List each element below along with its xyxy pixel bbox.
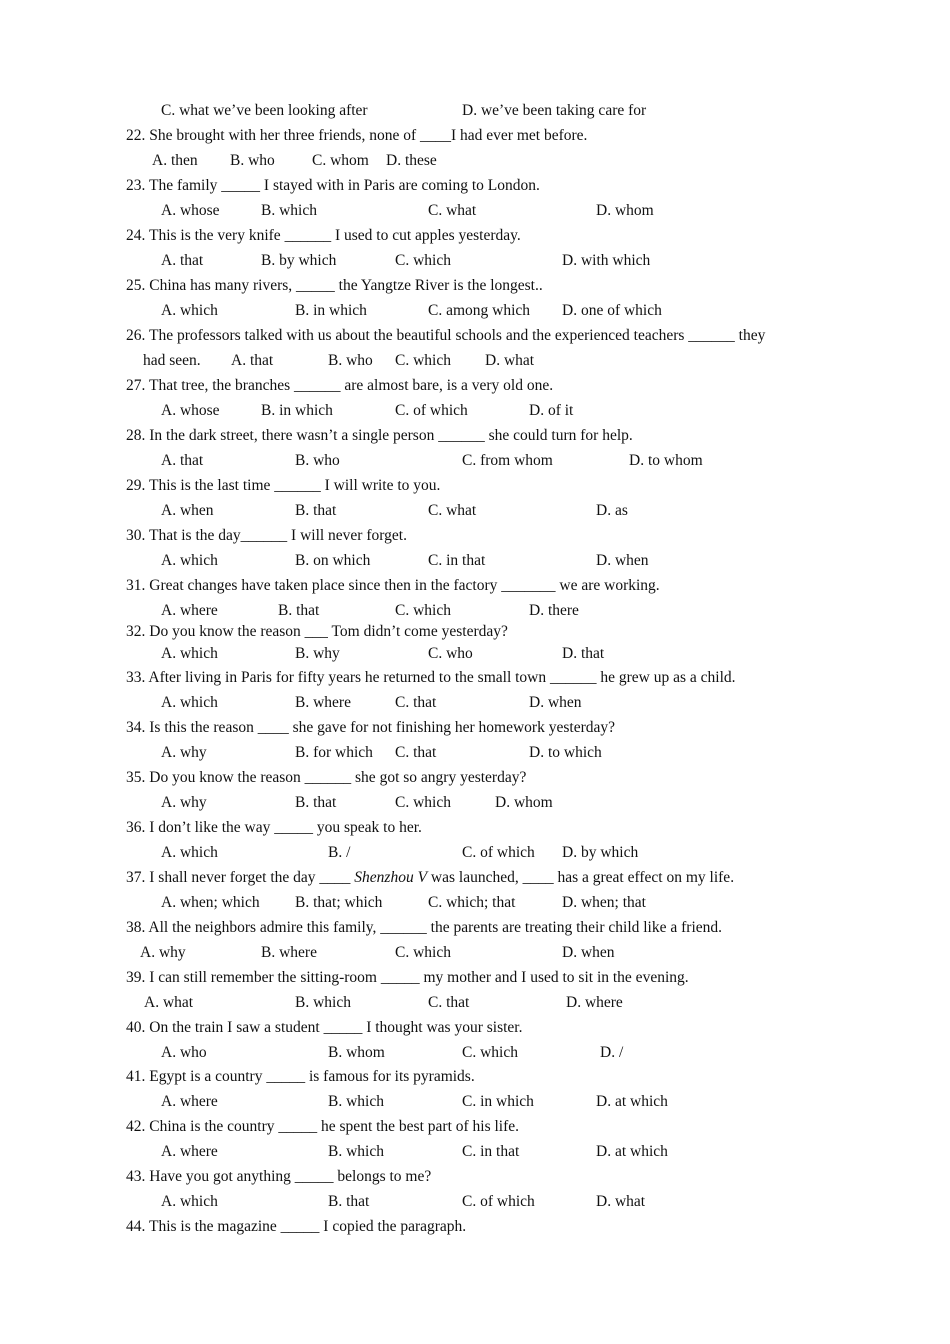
- option-c: C. which: [395, 352, 451, 369]
- option-c: C. what we’ve been looking after: [161, 102, 368, 119]
- option-b: B. in which: [295, 302, 367, 319]
- option-d: D. when; that: [562, 894, 646, 911]
- question-42-stem: 42. China is the country _____ he spent the best part of his life.: [126, 1118, 520, 1135]
- option-d: D. as: [596, 502, 628, 519]
- option-d: D. what: [485, 352, 535, 369]
- question-34-stem: 34. Is this the reason ____ she gave for not finishing her homework yesterday?: [126, 719, 615, 736]
- question-26-stem: 26. The professors talked with us about the beautiful schools and the experienced teachers ______ they: [126, 327, 766, 344]
- option-c: C. which; that: [428, 894, 516, 911]
- option-a: A. which: [161, 302, 218, 319]
- option-d: D. to whom: [629, 452, 703, 469]
- question-32-stem: 32. Do you know the reason ___ Tom didn’t come yesterday?: [126, 623, 508, 640]
- option-d: D. whom: [495, 794, 553, 811]
- question-41-stem: 41. Egypt is a country _____ is famous for its pyramids.: [126, 1068, 475, 1085]
- question-35-stem: 35. Do you know the reason ______ she got so angry yesterday?: [126, 769, 527, 786]
- option-b: B. /: [328, 844, 351, 861]
- option-a: A. then: [152, 152, 198, 169]
- question-27-stem: 27. That tree, the branches ______ are almost bare, is a very old one.: [126, 377, 554, 394]
- option-b: B. who: [230, 152, 275, 169]
- option-c: C. of which: [462, 844, 535, 861]
- option-d: D. there: [529, 602, 579, 619]
- option-a: A. why: [161, 744, 207, 761]
- option-c: C. what: [428, 202, 477, 219]
- option-c: C. among which: [428, 302, 531, 319]
- option-c: C. who: [428, 645, 473, 662]
- question-37-stem-end: was launched, ____ has a great effect on my life.: [427, 869, 735, 886]
- question-37-stem: [126, 869, 734, 887]
- option-d: D. we’ve been taking care for: [462, 102, 647, 119]
- option-d: D. what: [596, 1193, 646, 1210]
- option-c: C. in that: [462, 1143, 520, 1160]
- option-b: B. that; which: [295, 894, 383, 911]
- option-c: C. of which: [462, 1193, 535, 1210]
- question-43-stem: 43. Have you got anything _____ belongs to me?: [126, 1168, 432, 1185]
- question-31-stem: 31. Great changes have taken place since then in the factory _______ we are working.: [126, 577, 660, 594]
- question-29-stem: 29. This is the last time ______ I will write to you.: [126, 477, 441, 494]
- option-a: A. what: [144, 994, 194, 1011]
- option-d: D. these: [386, 152, 437, 169]
- question-38-stem: 38. All the neighbors admire this family, ______ the parents are treating their child like a friend.: [126, 919, 723, 936]
- option-d: D. with which: [562, 252, 651, 269]
- option-b: B. which: [295, 994, 351, 1011]
- option-c: C. of which: [395, 402, 468, 419]
- question-25-stem: 25. China has many rivers, _____ the Yangtze River is the longest..: [126, 277, 543, 294]
- option-c: C. what: [428, 502, 477, 519]
- option-c: C. which: [395, 794, 451, 811]
- option-a: A. why: [140, 944, 186, 961]
- option-d: D. /: [600, 1044, 624, 1061]
- question-39-stem: 39. I can still remember the sitting-room _____ my mother and I used to sit in the evening.: [126, 969, 689, 986]
- question-40-stem: 40. On the train I saw a student _____ I thought was your sister.: [126, 1019, 523, 1036]
- option-c: C. in which: [462, 1093, 534, 1110]
- option-a: A. when; which: [161, 894, 260, 911]
- option-b: B. who: [328, 352, 373, 369]
- option-b: B. where: [261, 944, 317, 961]
- option-d: D. at which: [596, 1093, 668, 1110]
- option-d: D. when: [562, 944, 615, 961]
- option-a: A. where: [161, 602, 218, 619]
- option-b: B. which: [328, 1143, 384, 1160]
- option-b: B. whom: [328, 1044, 385, 1061]
- option-a: A. when: [161, 502, 214, 519]
- option-b: B. where: [295, 694, 351, 711]
- question-36-stem: 36. I don’t like the way _____ you speak to her.: [126, 819, 422, 836]
- option-a: A. which: [161, 844, 218, 861]
- option-b: B. that: [295, 794, 337, 811]
- option-d: D. of it: [529, 402, 574, 419]
- option-b: B. on which: [295, 552, 371, 569]
- option-b: B. in which: [261, 402, 333, 419]
- option-d: D. at which: [596, 1143, 668, 1160]
- option-c: C. that: [395, 694, 437, 711]
- option-a: A. that: [161, 452, 204, 469]
- question-24-stem: 24. This is the very knife ______ I used to cut apples yesterday.: [126, 227, 521, 244]
- question-33-stem: 33. After living in Paris for fifty years he returned to the small town ______ he grew up as a child.: [126, 669, 736, 686]
- option-a: A. why: [161, 794, 207, 811]
- option-d: D. that: [562, 645, 605, 662]
- option-b: B. which: [261, 202, 317, 219]
- option-b: B. that: [328, 1193, 370, 1210]
- option-a: A. where: [161, 1093, 218, 1110]
- option-b: B. why: [295, 645, 340, 662]
- option-c: C. that: [395, 744, 437, 761]
- question-23-stem: 23. The family _____ I stayed with in Paris are coming to London.: [126, 177, 540, 194]
- option-c: C. which: [395, 252, 451, 269]
- option-b: B. who: [295, 452, 340, 469]
- option-d: D. where: [566, 994, 623, 1011]
- question-30-stem: 30. That is the day______ I will never forget.: [126, 527, 407, 544]
- option-a: A. who: [161, 1044, 207, 1061]
- option-a: A. which: [161, 1193, 218, 1210]
- option-c: C. whom: [312, 152, 369, 169]
- option-c: C. in that: [428, 552, 486, 569]
- option-b: B. by which: [261, 252, 337, 269]
- option-a: A. where: [161, 1143, 218, 1160]
- option-d: D. one of which: [562, 302, 662, 319]
- option-c: C. which: [395, 602, 451, 619]
- option-a: A. whose: [161, 402, 220, 419]
- option-a: A. which: [161, 552, 218, 569]
- option-d: D. when: [596, 552, 649, 569]
- option-a: A. that: [161, 252, 204, 269]
- question-22-stem: 22. She brought with her three friends, none of ____I had ever met before.: [126, 127, 588, 144]
- option-b: B. that: [295, 502, 337, 519]
- question-37-stem-start: 37. I shall never forget the day ____: [126, 869, 355, 886]
- option-d: D. when: [529, 694, 582, 711]
- option-a: A. that: [231, 352, 274, 369]
- option-b: B. that: [278, 602, 320, 619]
- option-c: C. which: [462, 1044, 518, 1061]
- option-d: D. to which: [529, 744, 602, 761]
- option-a: A. whose: [161, 202, 220, 219]
- option-d: D. by which: [562, 844, 639, 861]
- option-c: C. which: [395, 944, 451, 961]
- question-28-stem: 28. In the dark street, there wasn’t a single person ______ she could turn for help.: [126, 427, 633, 444]
- option-a: A. which: [161, 645, 218, 662]
- question-44-stem: 44. This is the magazine _____ I copied the paragraph.: [126, 1218, 467, 1235]
- option-a: A. which: [161, 694, 218, 711]
- question-37-stem-italic: Shenzhou V: [354, 869, 428, 886]
- option-d: D. whom: [596, 202, 654, 219]
- option-b: B. for which: [295, 744, 373, 761]
- option-b: B. which: [328, 1093, 384, 1110]
- question-26-stem-continued: had seen.: [143, 352, 201, 369]
- option-c: C. from whom: [462, 452, 553, 469]
- option-c: C. that: [428, 994, 470, 1011]
